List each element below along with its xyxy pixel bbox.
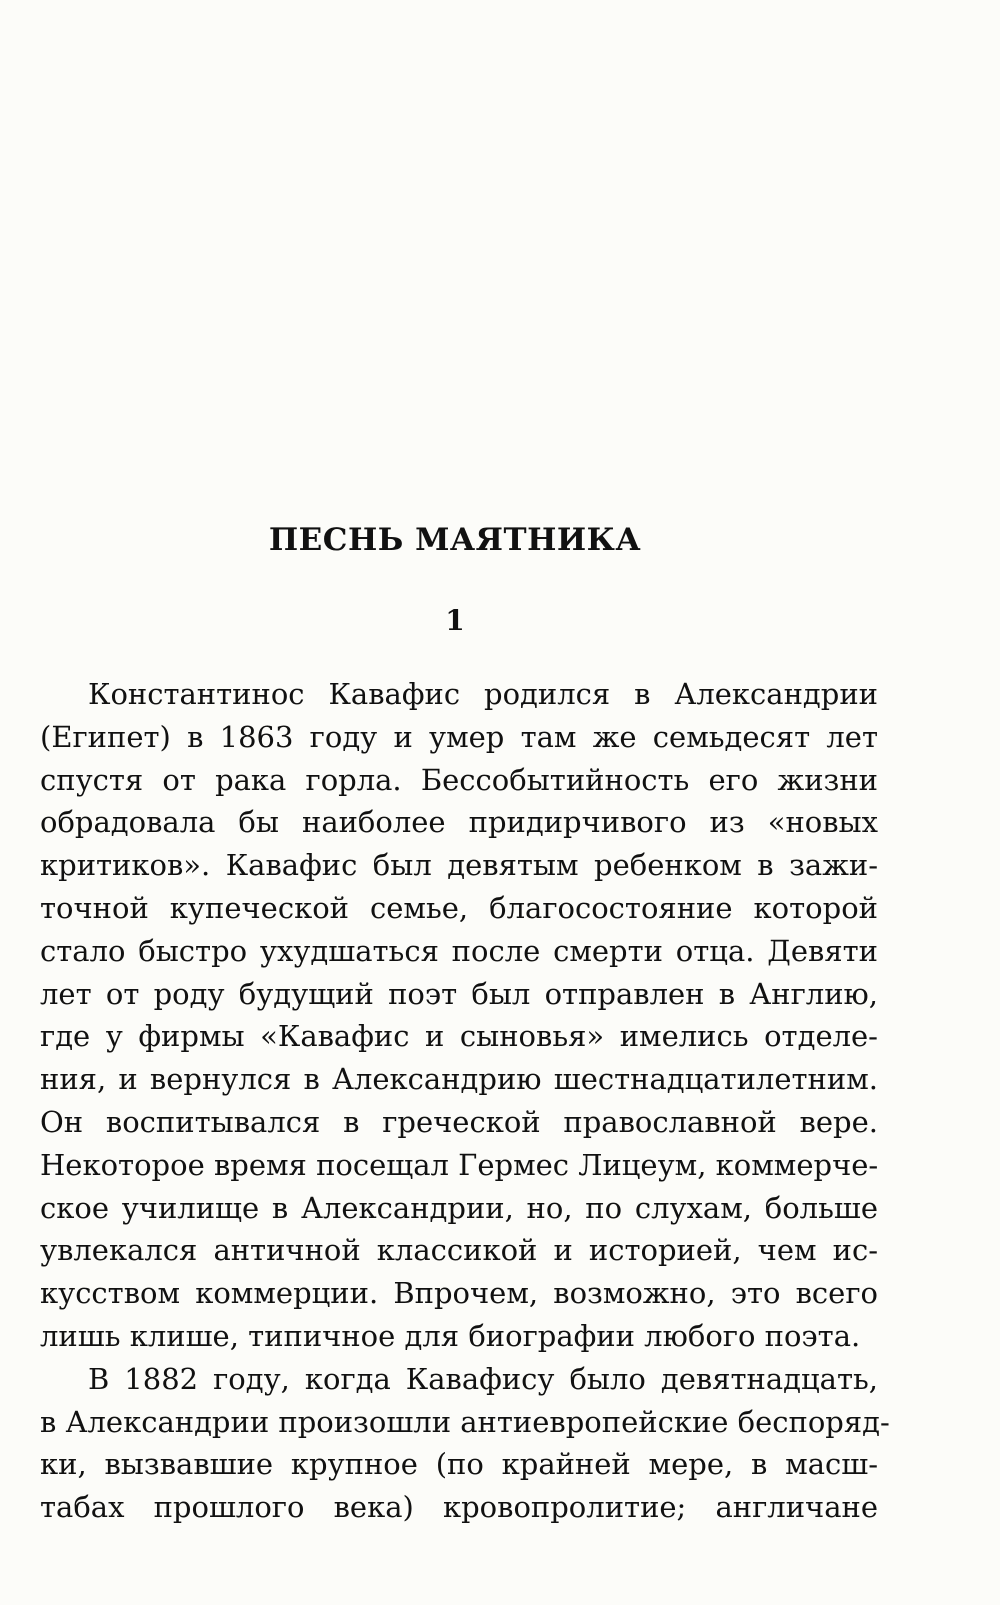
text-line: лишь клише, типичное для биографии любого поэта.: [40, 1318, 861, 1353]
text-line: лет от роду будущий поэт был отправлен в Англию,: [40, 976, 878, 1011]
text-line: табах прошлого века) кровопролитие; англичане: [40, 1490, 878, 1525]
text-line: спустя от рака горла. Бессобытийность его жизни: [40, 762, 878, 797]
section-number: 1: [445, 604, 465, 637]
text-line: Константинос Кавафис родился в Александрии: [88, 677, 878, 711]
text-line: ния, и вернулся в Александрию шестнадцатилетним.: [40, 1062, 878, 1097]
paragraph-2: [40, 1358, 890, 1529]
text-line: ки, вызвавшие крупное (по крайней мере, в масш-: [40, 1447, 878, 1482]
text-line: стало быстро ухудшаться после смерти отца. Девяти: [40, 933, 878, 968]
text-line: кусством коммерции. Впрочем, возможно, это всего: [40, 1276, 878, 1311]
paragraph-1: [40, 673, 878, 1358]
text-line: в Александрии произошли антиевропейские беспоряд-: [40, 1404, 890, 1439]
text-line: ское училище в Александрии, но, по слухам, больше: [40, 1190, 878, 1225]
text-line: В 1882 году, когда Кавафису было девятнадцать,: [88, 1361, 878, 1396]
text-line: критиков». Кавафис был девятым ребенком в зажи-: [40, 848, 878, 883]
text-line: где у фирмы «Кавафис и сыновья» имелись отделе-: [40, 1019, 878, 1054]
text-line: Он воспитывался в греческой православной вере.: [40, 1104, 878, 1139]
text-line: точной купеческой семье, благосостояние которой: [40, 890, 878, 925]
chapter-title: ПЕСНЬ МАЯТНИКА: [268, 522, 642, 558]
body-text: [40, 673, 890, 1529]
text-line: увлекался античной классикой и историей, чем ис-: [40, 1233, 878, 1268]
text-line: Некоторое время посещал Гермес Лицеум, коммерче-: [40, 1147, 879, 1182]
text-line: (Египет) в 1863 году и умер там же семьдесят лет: [40, 719, 878, 754]
text-line: обрадовала бы наиболее придирчивого из «новых: [40, 805, 878, 840]
